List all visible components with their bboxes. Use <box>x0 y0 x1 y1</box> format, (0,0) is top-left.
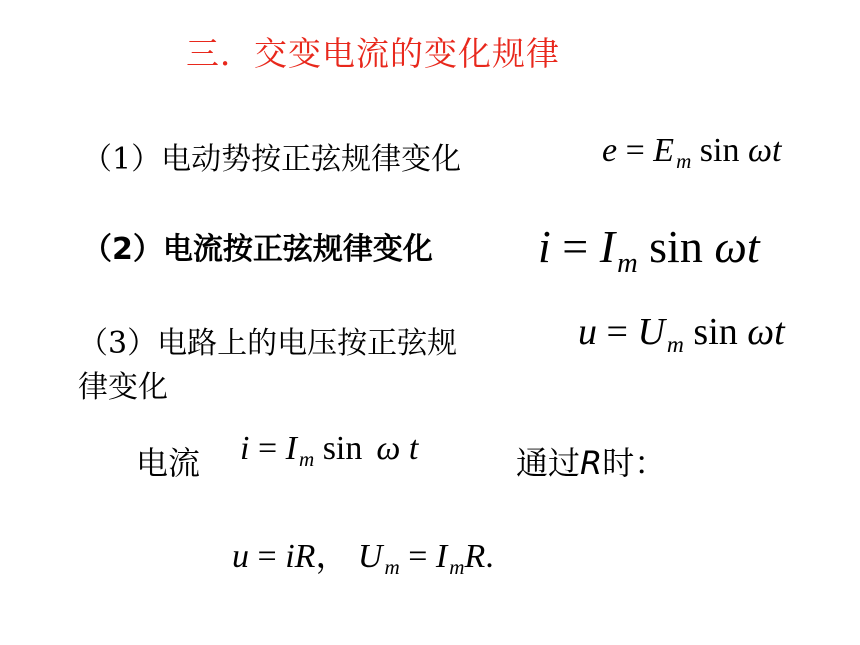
item-1-label: （1）电动势按正弦规律变化 <box>82 142 462 177</box>
item-2-label: （2）电流按正弦规律变化 <box>82 232 433 267</box>
resistor-symbol: R <box>580 444 603 482</box>
item-3-label-line2: 律变化 <box>78 370 168 405</box>
section-title: 三．交变电流的变化规律 <box>186 34 560 73</box>
current-formula: $i = I_m$ sin ωt <box>538 221 760 279</box>
current-label: 电流 <box>136 444 201 482</box>
ohm-law-formula: u = iR， $U_m = I_mR$. <box>232 538 494 580</box>
current-formula-inline: $i = I_m$ sin ω t <box>240 430 419 472</box>
through-r-after: 时： <box>602 444 667 482</box>
voltage-formula: $u = U_m$ sin ωt <box>578 311 785 359</box>
emf-formula: $e = E_m$ sin ωt <box>602 132 782 174</box>
through-r-label <box>516 438 666 484</box>
through-r-before: 通过 <box>516 444 581 482</box>
item-3-label-line1: （3）电路上的电压按正弦规 <box>78 326 458 361</box>
